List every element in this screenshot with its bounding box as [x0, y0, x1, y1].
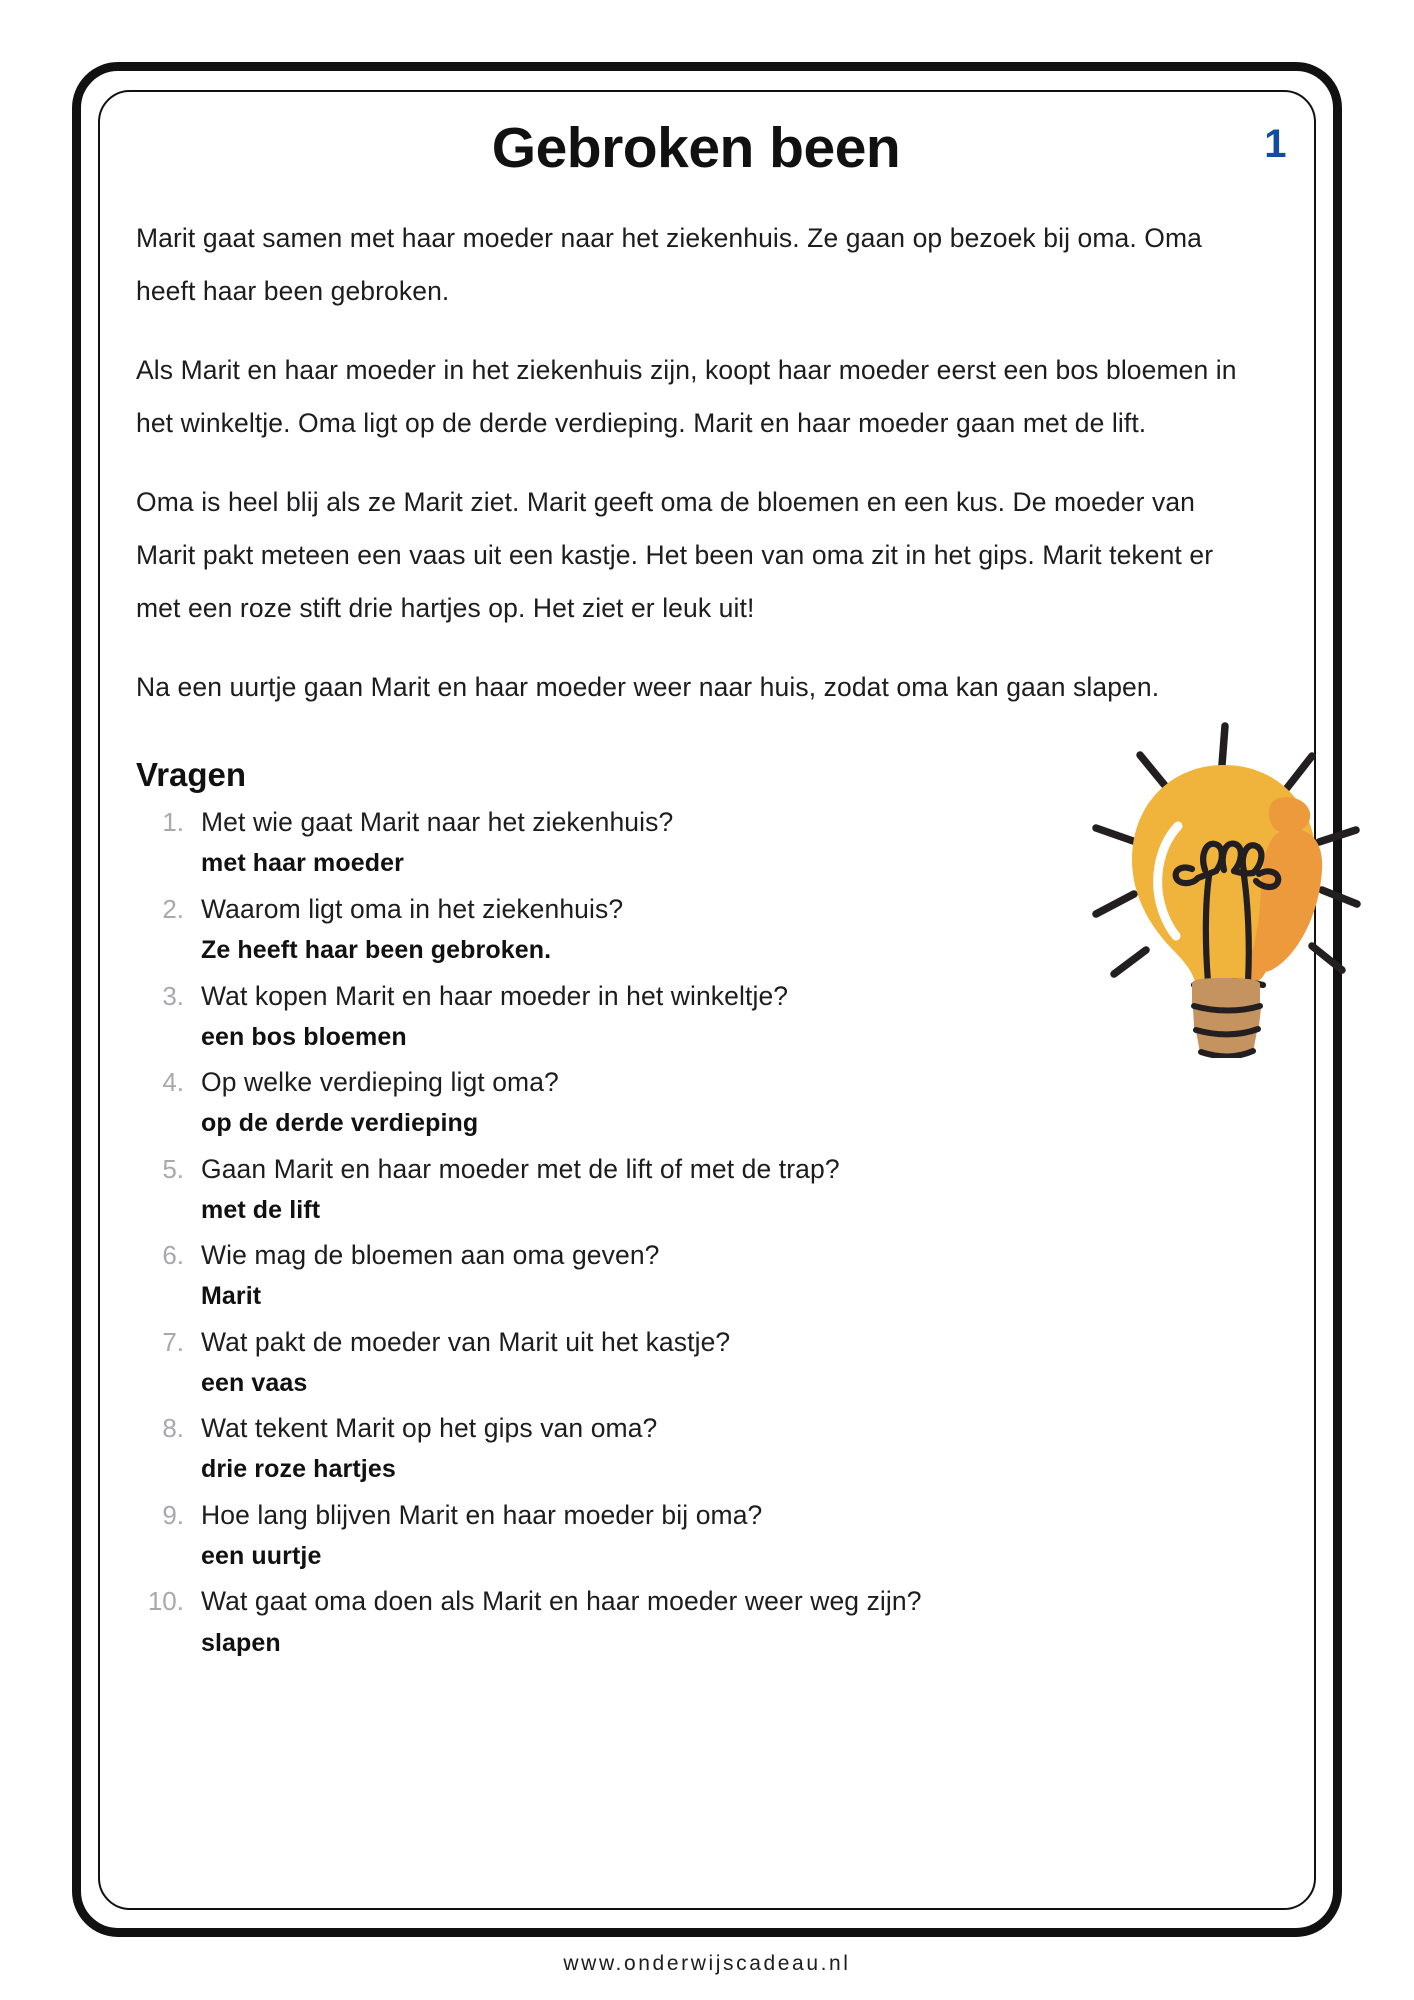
question-item — [136, 889, 966, 976]
question-text: Wat pakt de moeder van Marit uit het kastje? — [201, 1326, 731, 1357]
question-text: Op welke verdieping ligt oma? — [201, 1067, 559, 1098]
question-number: 2. — [162, 893, 184, 924]
question-number: 5. — [162, 1153, 184, 1184]
answer-text: drie roze hartjes — [201, 1455, 396, 1484]
question-text: Wat tekent Marit op het gips van oma? — [201, 1413, 658, 1444]
page-number-badge: 1 — [1264, 122, 1286, 166]
story-paragraph: Als Marit en haar moeder in het ziekenhuis zijn, koopt haar moeder eerst een bos bloemen in het winkeltje. Oma ligt op de derde verdieping. Marit en haar moeder gaan met de lift. — [136, 355, 1237, 439]
story-paragraph: Na een uurtje gaan Marit en haar moeder weer naar huis, zodat oma kan gaan slapen. — [136, 672, 1160, 703]
question-item — [136, 1495, 966, 1582]
answer-text: met de lift — [201, 1195, 321, 1224]
story-paragraph: Marit gaat samen met haar moeder naar het ziekenhuis. Ze gaan op bezoek bij oma. Oma heeft haar been gebroken. — [136, 223, 1203, 307]
answer-text: met haar moeder — [201, 849, 404, 878]
questions-list — [136, 802, 966, 1668]
question-text: Wat gaat oma doen als Marit en haar moeder weer weg zijn? — [201, 1586, 922, 1617]
question-item — [136, 1408, 966, 1495]
footer-website-url: www.onderwijscadeau.nl — [563, 1952, 851, 1975]
answer-text: op de derde verdieping — [201, 1109, 479, 1138]
answer-text: een vaas — [201, 1368, 308, 1397]
questions-heading: Vragen — [136, 756, 247, 794]
worksheet-content — [136, 118, 1286, 1668]
question-number: 1. — [162, 807, 184, 838]
question-number: 10. — [147, 1586, 184, 1617]
question-number: 8. — [162, 1413, 184, 1444]
question-number: 4. — [162, 1067, 184, 1098]
question-number: 7. — [162, 1326, 184, 1357]
question-item — [136, 802, 966, 889]
question-item — [136, 1581, 966, 1668]
question-number: 3. — [162, 980, 184, 1011]
answer-text: een bos bloemen — [201, 1022, 407, 1051]
question-number: 9. — [162, 1499, 184, 1530]
question-item — [136, 1235, 966, 1322]
question-item — [136, 1322, 966, 1409]
answer-text: slapen — [201, 1628, 281, 1657]
question-text: Met wie gaat Marit naar het ziekenhuis? — [201, 807, 674, 838]
question-text: Waarom ligt oma in het ziekenhuis? — [201, 893, 624, 924]
story-text — [136, 212, 1286, 714]
question-text: Gaan Marit en haar moeder met de lift of met de trap? — [201, 1153, 840, 1184]
story-paragraph: Oma is heel blij als ze Marit ziet. Marit geeft oma de bloemen en een kus. De moeder van Marit pakt meteen een vaas uit een kastje. Het been van oma zit in het gips. Marit tekent er met een roze stift drie hartjes op. Het ziet er leuk uit! — [136, 487, 1214, 624]
question-number: 6. — [162, 1240, 184, 1271]
question-text: Wat kopen Marit en haar moeder in het winkeltje? — [201, 980, 789, 1011]
question-text: Wie mag de bloemen aan oma geven? — [201, 1240, 660, 1271]
page-title: Gebroken been — [491, 116, 901, 180]
answer-text: Marit — [201, 1282, 262, 1311]
answer-text: een uurtje — [201, 1541, 322, 1570]
question-item — [136, 976, 966, 1063]
question-item — [136, 1062, 966, 1149]
answer-text: Ze heeft haar been gebroken. — [201, 936, 552, 965]
question-item — [136, 1149, 966, 1236]
question-text: Hoe lang blijven Marit en haar moeder bij oma? — [201, 1499, 763, 1530]
